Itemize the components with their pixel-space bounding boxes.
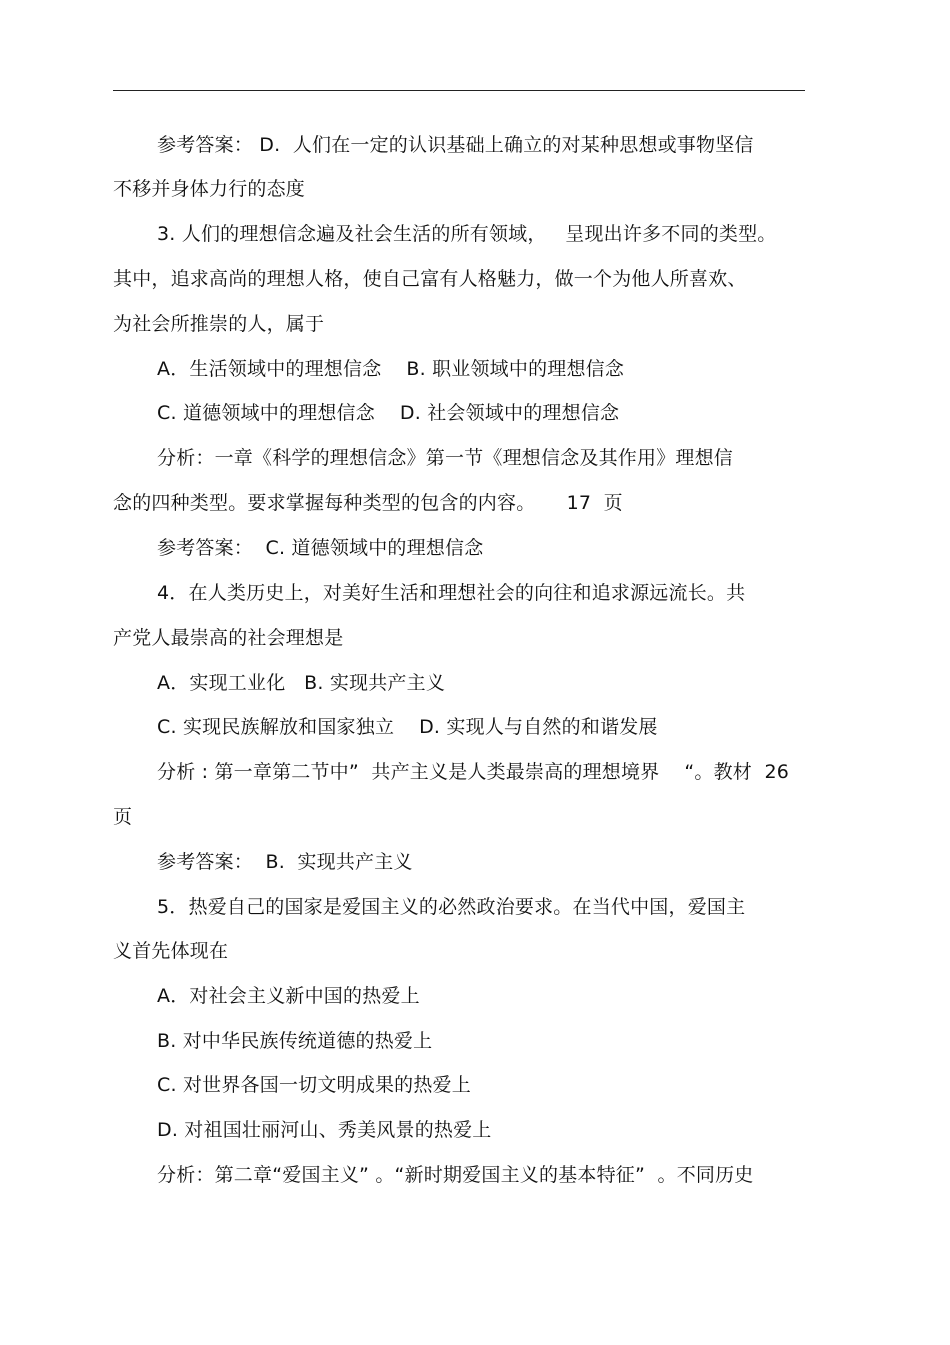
- header-rule: [113, 90, 805, 91]
- question-5-option-a: A．对社会主义新中国的热爱上: [157, 985, 420, 1007]
- question-3-line-2: 其中，追求高尚的理想人格，使自己富有人格魅力，做一个为他人所喜欢、: [113, 268, 747, 290]
- analysis-q4-line-2: 页: [113, 806, 133, 828]
- answer-q2-line-1: 参考答案： D. 人们在一定的认识基础上确立的对某种思想或事物坚信: [157, 134, 754, 156]
- question-4-options-cd: C. 实现民族解放和国家独立 D. 实现人与自然的和谐发展: [157, 716, 658, 738]
- answer-q3: 参考答案： C. 道德领域中的理想信念: [157, 537, 484, 559]
- question-5-option-b: B. 对中华民族传统道德的热爱上: [157, 1030, 433, 1052]
- answer-q4: 参考答案： B. 实现共产主义: [157, 851, 413, 873]
- question-3-options-ab: A．生活领域中的理想信念 B. 职业领域中的理想信念: [157, 358, 625, 380]
- question-4-line-2: 产党人最崇高的社会理想是: [113, 627, 344, 649]
- answer-q2-line-2: 不移并身体力行的态度: [113, 178, 306, 200]
- question-5-option-d: D. 对祖国壮丽河山、秀美风景的热爱上: [157, 1119, 492, 1141]
- analysis-q5-line-1: 分析：第二章“爱国主义” 。“新时期爱国主义的基本特征” 。不同历史: [157, 1164, 754, 1186]
- question-3-line-3: 为社会所推崇的人，属于: [113, 313, 325, 335]
- question-3-line-1: 3. 人们的理想信念遍及社会生活的所有领域， 呈现出许多不同的类型。: [157, 223, 777, 245]
- analysis-q3-line-1: 分析：一章《科学的理想信念》第一节《理想信念及其作用》理想信: [157, 447, 734, 469]
- question-3-options-cd: C. 道德领域中的理想信念 D. 社会领域中的理想信念: [157, 402, 620, 424]
- analysis-q3-line-2: 念的四种类型。要求掌握每种类型的包含的内容。 17 页: [113, 492, 623, 514]
- question-5-line-2: 义首先体现在: [113, 940, 229, 962]
- question-4-options-ab: A．实现工业化 B. 实现共产主义: [157, 672, 446, 694]
- question-4-line-1: 4．在人类历史上，对美好生活和理想社会的向往和追求源远流长。共: [157, 582, 746, 604]
- question-5-option-c: C. 对世界各国一切文明成果的热爱上: [157, 1074, 471, 1096]
- question-5-line-1: 5．热爱自己的国家是爱国主义的必然政治要求。在当代中国，爱国主: [157, 896, 746, 918]
- analysis-q4-line-1: 分析 : 第一章第二节中” 共产主义是人类最崇高的理想境界 “。教材 26: [157, 761, 790, 783]
